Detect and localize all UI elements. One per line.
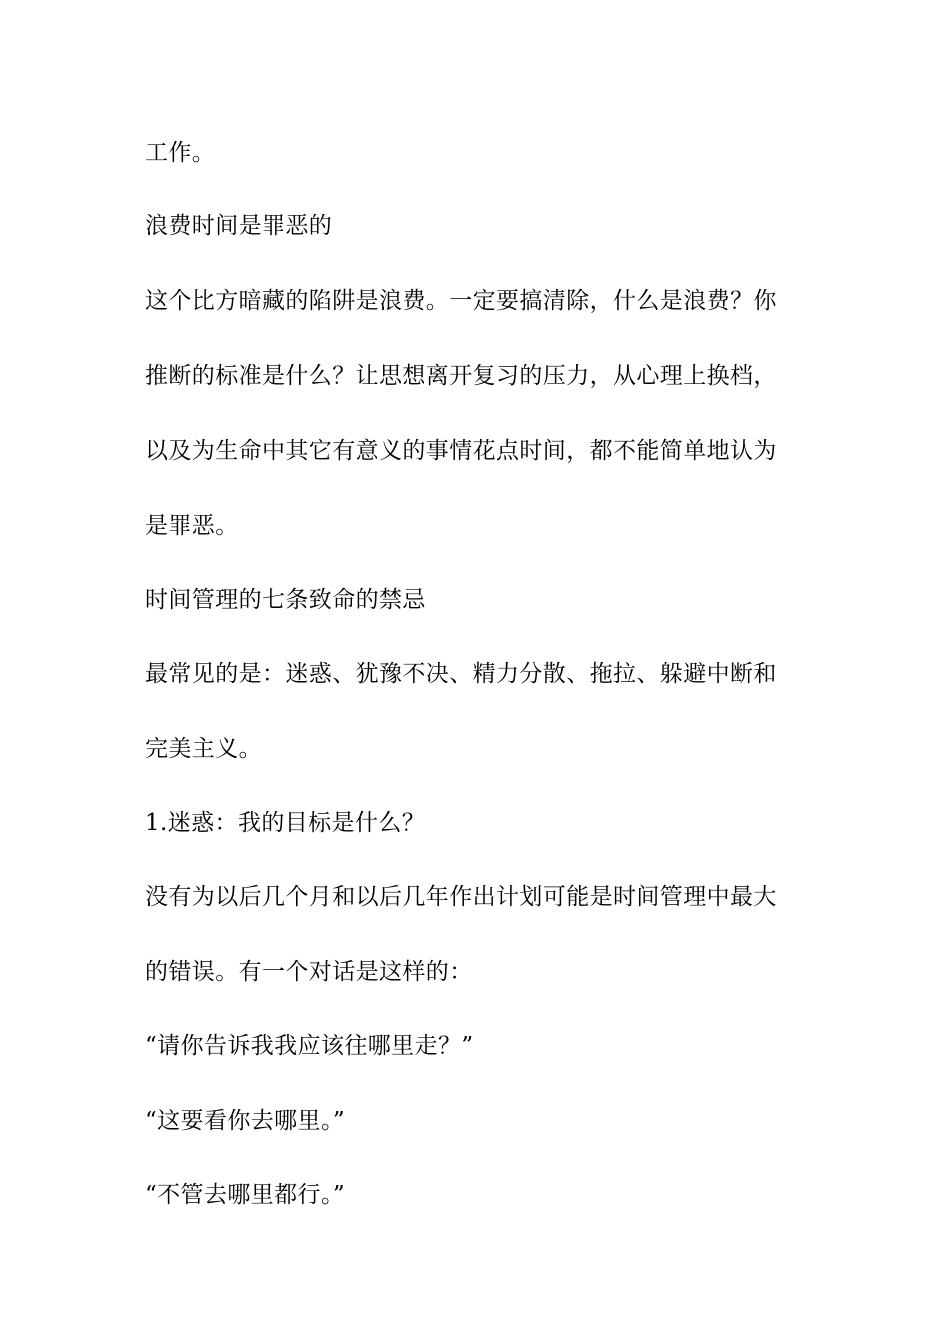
text-line: 完美主义。: [145, 736, 262, 762]
text-line: 最常见的是：迷惑、犹豫不决、精力分散、拖拉、躲避中断和: [145, 661, 777, 687]
text-line: 以及为生命中其它有意义的事情花点时间，都不能简单地认为: [145, 438, 777, 464]
text-line: 的错误。有一个对话是这样的：: [145, 959, 473, 985]
text-line: 工作。: [145, 140, 216, 166]
text-line: 没有为以后几个月和以后几年作出计划可能是时间管理中最大: [145, 884, 777, 910]
text-line: 是罪恶。: [145, 513, 239, 539]
dialogue-line: “请你告诉我我应该往哪里走？”: [145, 1033, 474, 1059]
section-heading: 浪费时间是罪恶的: [145, 213, 333, 239]
dialogue-line: “这要看你去哪里。”: [145, 1108, 346, 1134]
section-heading: 1.迷惑：我的目标是什么？: [145, 810, 426, 836]
section-heading: 时间管理的七条致命的禁忌: [145, 587, 426, 613]
text-line: 推断的标准是什么？让思想离开复习的压力，从心理上换档，: [145, 363, 777, 389]
text-line: 这个比方暗藏的陷阱是浪费。一定要搞清除，什么是浪费？你: [145, 288, 777, 314]
dialogue-line: “不管去哪里都行。”: [145, 1182, 346, 1208]
